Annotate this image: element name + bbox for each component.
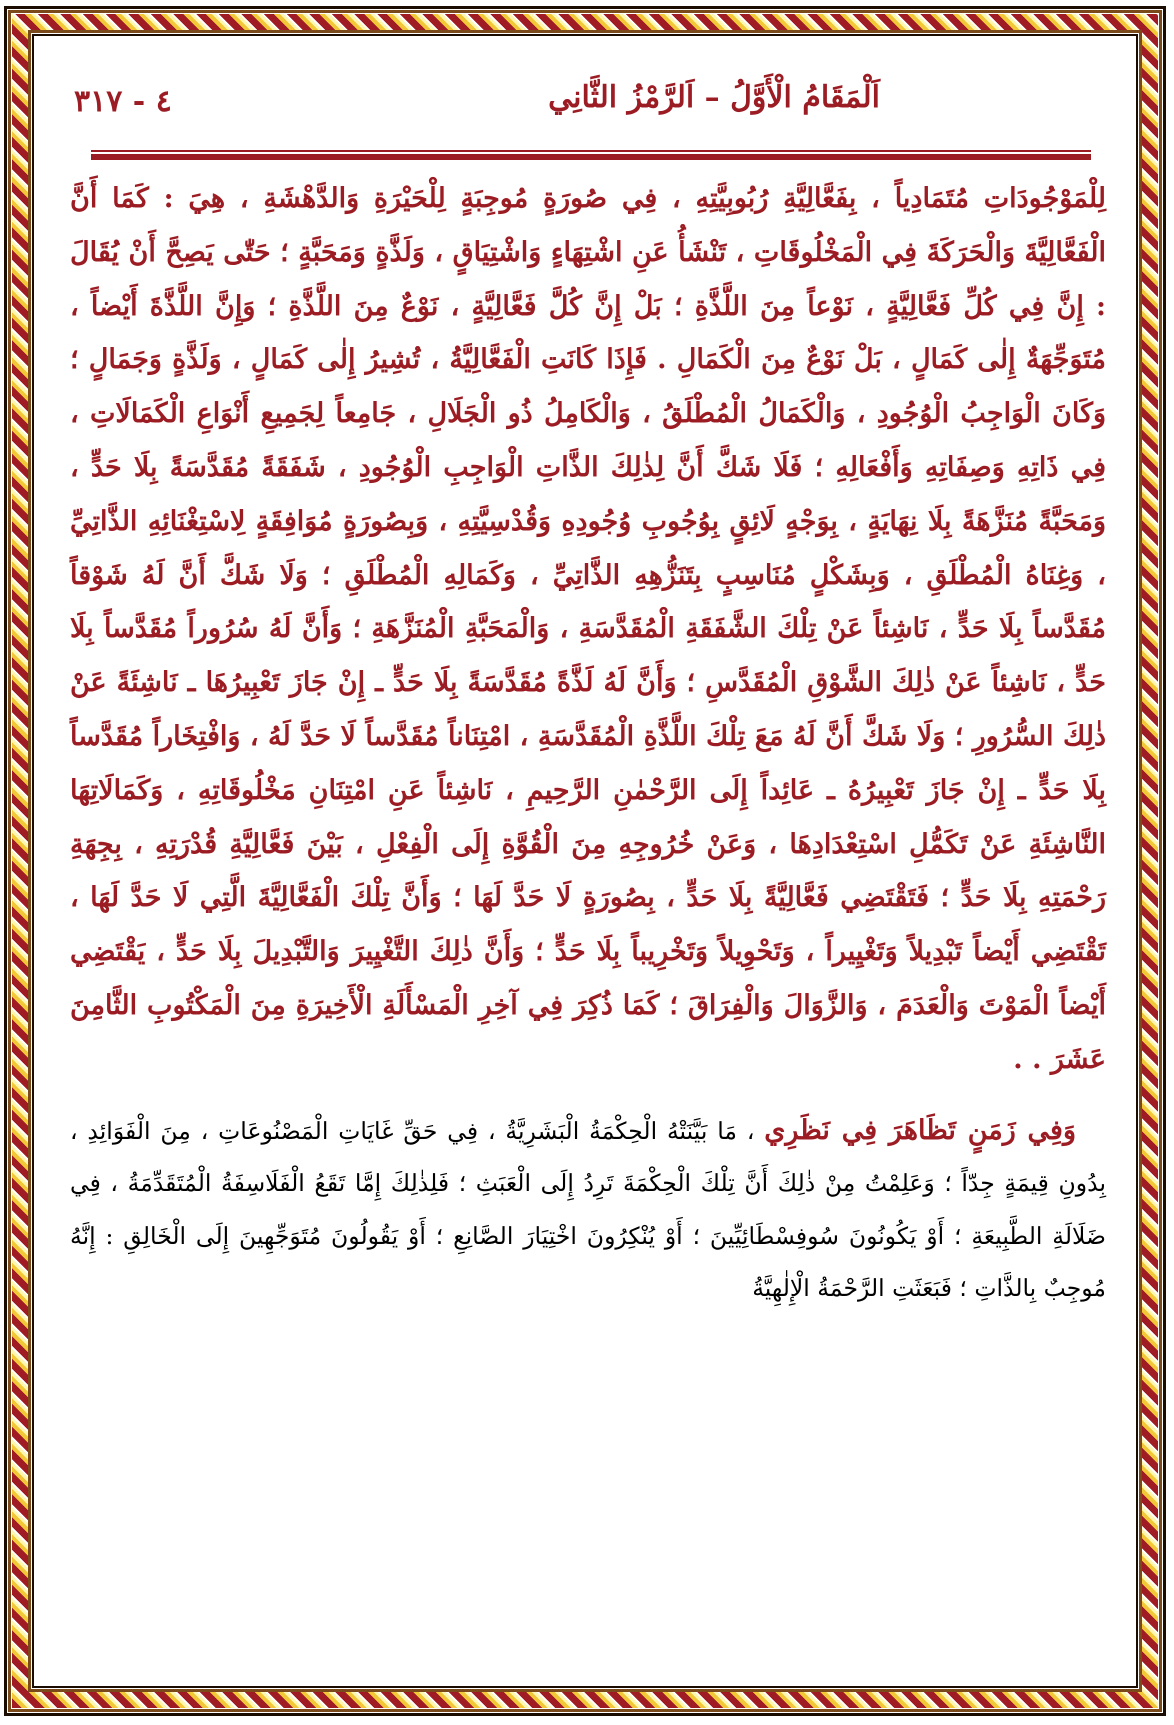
- black-paragraph-text: ، مَا بَيَّنَتْهُ الْحِكْمَةُ الْبَشَرِيَّةُ ، فِي حَقِّ غَايَاتِ الْمَصْنُوعَاتِ ، مِنَ الْفَوَائِدِ ، بِدُونِ قِيمَةٍ جِدّاً ؛ وَعَلِمْتُ مِنْ ذٰلِكَ أَنَّ تِلْكَ الْحِكْمَةَ تَرِدُ إِلَى الْعَبَثِ ؛ فَلِذٰلِكَ إِمَّا تَقَعُ الْفَلَاسِفَةُ الْمُتَقَدِّمَةُ ، فِي ضَلَالَةِ الطَّبِيعَةِ ؛ أَوْ يَكُونُونَ سُوفِسْطَائِيِّينَ ؛ أَوْ يُنْكِرُونَ اخْتِيَارَ الصَّانِعِ ؛ أَوْ يَقُولُونَ مُتَوَجِّهِينَ إِلَى الْخَالِقِ : إِنَّهُ مُوجِبٌ بِالذَّاتِ ؛ فَبَعَثَتِ الرَّحْمَةُ الْإِلٰهِيَّةُ: [70, 1116, 1106, 1303]
- header-title: اَلْمَقَامُ الْأَوَّلُ – اَلرَّمْزُ الثَّانِي: [548, 80, 880, 115]
- page-body: [70, 172, 1106, 1315]
- red-paragraph: لِلْمَوْجُودَاتِ مُتَمَادِياً ، بِفَعَّالِيَّةِ رُبُوبِيَّتِهِ ، فِي صُورَةٍ مُوجِبَةٍ لِلْحَيْرَةِ وَالدَّهْشَةِ ، هِيَ : كَمَا أَنَّ الْفَعَّالِيَّةَ وَالْحَرَكَةَ فِي الْمَخْلُوقَاتِ ، تَنْشَأُ عَنِ اشْتِهَاءٍ وَاشْتِيَاقٍ ، وَلَذَّةٍ وَمَحَبَّةٍ ؛ حَتّٰى يَصِحَّ أَنْ يُقَالَ : إِنَّ فِي كُلِّ فَعَّالِيَّةٍ ، نَوْعاً مِنَ اللَّذَّةِ ؛ بَلْ إِنَّ كُلَّ فَعَّالِيَّةٍ ، نَوْعٌ مِنَ اللَّذَّةِ ؛ وَإِنَّ اللَّذَّةَ أَيْضاً ، مُتَوَجِّهَةٌ إِلٰى كَمَالٍ ، بَلْ نَوْعٌ مِنَ الْكَمَالِ . فَإِذَا كَانَتِ الْفَعَّالِيَّةُ ، تُشِيرُ إِلٰى كَمَالٍ ، وَلَذَّةٍ وَجَمَالٍ ؛ وَكَانَ الْوَاجِبُ الْوُجُودِ ، وَالْكَمَالُ الْمُطْلَقُ ، وَالْكَامِلُ ذُو الْجَلَالِ ، جَامِعاً لِجَمِيعِ أَنْوَاعِ الْكَمَالَاتِ ، فِي ذَاتِهِ وَصِفَاتِهِ وَأَفْعَالِهِ ؛ فَلَا شَكَّ أَنَّ لِذٰلِكَ الذَّاتِ الْوَاجِبِ الْوُجُودِ ، شَفَقَةً مُقَدَّسَةً بِلَا حَدٍّ ، وَمَحَبَّةً مُنَزَّهَةً بِلَا نِهَايَةٍ ، بِوَجْهٍ لَائِقٍ بِوُجُوبِ وُجُودِهِ وَقُدْسِيَّتِهِ ، وَبِصُورَةٍ مُوَافِقَةٍ لِاسْتِغْنَائِهِ الذَّاتِيِّ ، وَغِنَاهُ الْمُطْلَقِ ، وَبِشَكْلٍ مُنَاسِبٍ بِتَنَزُّهِهِ الذَّاتِيِّ ، وَكَمَالِهِ الْمُطْلَقِ ؛ وَلَا شَكَّ أَنَّ لَهُ شَوْقاً مُقَدَّساً بِلَا حَدٍّ ، نَاشِئاً عَنْ تِلْكَ الشَّفَقَةِ الْمُقَدَّسَةِ ، وَالْمَحَبَّةِ الْمُنَزَّهَةِ ؛ وَأَنَّ لَهُ سُرُوراً مُقَدَّساً بِلَا حَدٍّ ، نَاشِئاً عَنْ ذٰلِكَ الشَّوْقِ الْمُقَدَّسِ ؛ وَأَنَّ لَهُ لَذَّةً مُقَدَّسَةً بِلَا حَدٍّ ـ إِنْ جَازَ تَعْبِيرُهَا ـ نَاشِئَةً عَنْ ذٰلِكَ السُّرُورِ ؛ وَلَا شَكَّ أَنَّ لَهُ مَعَ تِلْكَ اللَّذَّةِ الْمُقَدَّسَةِ ، امْتِنَاناً مُقَدَّساً لَا حَدَّ لَهُ ، وَافْتِخَاراً مُقَدَّساً بِلَا حَدٍّ ـ إِنْ جَازَ تَعْبِيرُهُ ـ عَائِداً إِلَى الرَّحْمٰنِ الرَّحِيمِ ، نَاشِئاً عَنِ امْتِنَانِ مَخْلُوقَاتِهِ ، وَكَمَالَاتِهَا النَّاشِئَةِ عَنْ تَكَمُّلِ اسْتِعْدَادِهَا ، وَعَنْ خُرُوجِهِ مِنَ الْقُوَّةِ إِلَى الْفِعْلِ ، بَيْنَ فَعَّالِيَّةِ قُدْرَتِهِ ، بِجِهَةِ رَحْمَتِهِ بِلَا حَدٍّ ؛ فَتَقْتَضِي فَعَّالِيَّةً بِلَا حَدٍّ ، بِصُورَةٍ لَا حَدَّ لَهَا ؛ وَأَنَّ تِلْكَ الْفَعَّالِيَّةَ الَّتِي لَا حَدَّ لَهَا ، تَقْتَضِي أَيْضاً تَبْدِيلاً وَتَغْيِيراً ، وَتَحْوِيلاً وَتَخْرِيباً بِلَا حَدٍّ ؛ وَأَنَّ ذٰلِكَ التَّغْيِيرَ وَالتَّبْدِيلَ بِلَا حَدٍّ ، يَقْتَضِي أَيْضاً الْمَوْتَ وَالْعَدَمَ ، وَالزَّوَالَ وَالْفِرَاقَ ؛ كَمَا ذُكِرَ فِي آخِرِ الْمَسْأَلَةِ الْأَخِيرَةِ مِنَ الْمَكْتُوبِ الثَّامِنَ عَشَرَ . .: [70, 183, 1107, 1075]
- header-rule-thick: [91, 154, 1091, 160]
- black-paragraph-lead: وَفِي زَمَنٍ تَظَاهَرَ فِي نَظَرِي: [764, 1114, 1076, 1146]
- header-divider: [91, 150, 1091, 160]
- running-header: [64, 80, 1110, 140]
- black-paragraph: [70, 1105, 1106, 1315]
- page-number: ٤ - ٣١٧: [74, 84, 172, 119]
